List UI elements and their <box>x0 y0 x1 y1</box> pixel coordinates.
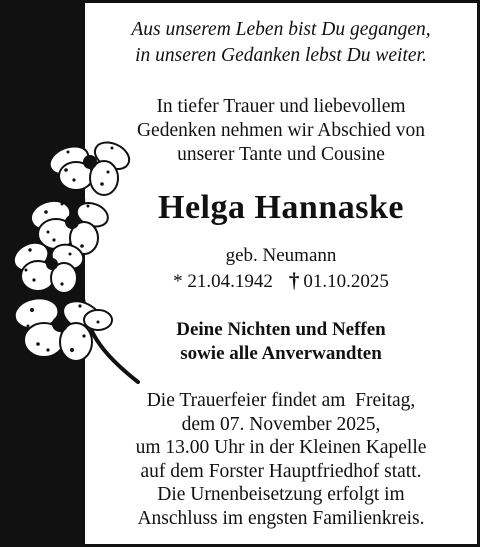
motto <box>85 17 477 69</box>
cross-icon: † <box>288 268 300 292</box>
orchid-branch-icon <box>10 120 145 390</box>
funeral-service-info <box>85 389 477 530</box>
service-line-3: um 13.00 Uhr in der Kleinen Kapelle <box>135 437 427 458</box>
service-line-5: Die Urnenbeisetzung erfolgt im <box>157 484 405 505</box>
birth-date: * 21.04.1942 <box>173 271 273 292</box>
mourners-line-1: Deine Nichten und Neffen <box>176 319 386 340</box>
service-line-1: Die Trauerfeier findet am Freitag, <box>146 390 416 411</box>
intro-line-1: In tiefer Trauer und liebevollem <box>156 96 406 117</box>
deceased-name: Helga Hannaske <box>158 189 404 226</box>
motto-line-1: Aus unserem Leben bist Du gegangen, <box>131 19 431 40</box>
birth-name: geb. Neumann <box>225 245 337 266</box>
service-line-4: auf dem Forster Hauptfriedhof statt. <box>140 460 422 482</box>
service-line-2: dem 07. November 2025, <box>181 413 381 435</box>
motto-line-2: in unseren Gedanken lebst Du weiter. <box>135 45 427 66</box>
mourners-line-2: sowie alle Anverwandten <box>180 343 382 364</box>
intro-line-3: unserer Tante und Cousine <box>177 144 385 165</box>
death-date: 01.10.2025 <box>303 271 389 292</box>
service-line-6: Anschluss im engsten Familienkreis. <box>137 507 425 529</box>
intro-line-2: Gedenken nehmen wir Abschied von <box>136 120 426 141</box>
